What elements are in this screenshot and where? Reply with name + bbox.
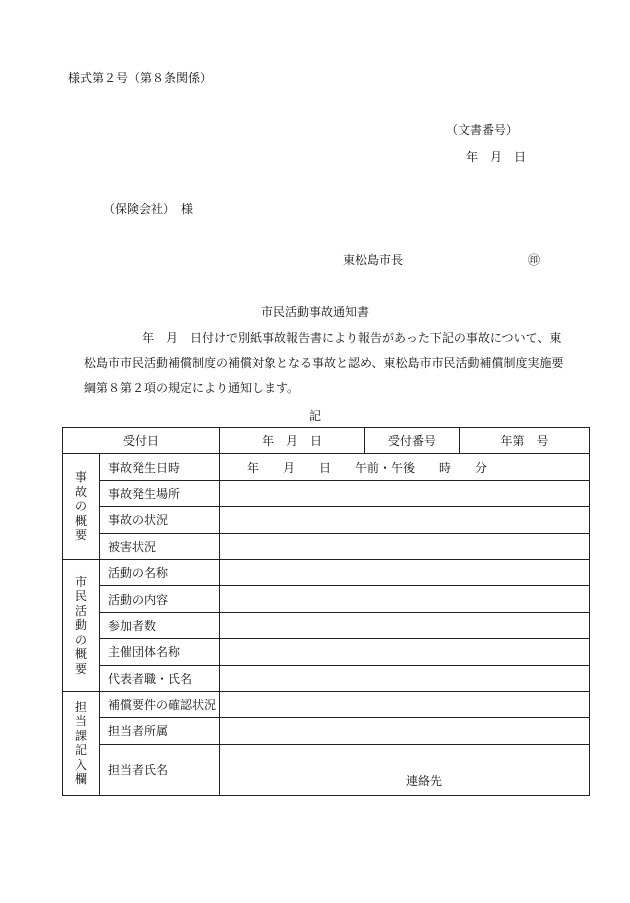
staff-name-field[interactable] bbox=[220, 744, 590, 795]
accident-datetime-field[interactable]: 年 月 日 午前・午後 時 分 bbox=[220, 454, 590, 480]
table-row bbox=[63, 507, 590, 533]
receipt-date-value[interactable]: 年 月 日 bbox=[220, 428, 365, 454]
document-title: 市民活動事故通知書 bbox=[260, 305, 369, 319]
table-row bbox=[63, 744, 590, 795]
contact-label: 連絡先 bbox=[406, 773, 443, 788]
accident-status-label: 事故の状況 bbox=[100, 507, 220, 533]
representative-label: 代表者職・氏名 bbox=[100, 665, 220, 691]
recipient-label: （保険会社） 様 bbox=[103, 202, 194, 216]
document-number-label: （文書番号） bbox=[446, 123, 519, 137]
table-row bbox=[63, 691, 590, 717]
section-label: 市民活動の概要 bbox=[75, 574, 88, 676]
section-accident-summary bbox=[63, 454, 100, 560]
table-row bbox=[63, 639, 590, 665]
participants-label: 参加者数 bbox=[100, 612, 220, 638]
organizer-field[interactable] bbox=[220, 639, 590, 665]
activity-name-field[interactable] bbox=[220, 559, 590, 585]
accident-place-label: 事故発生場所 bbox=[100, 480, 220, 506]
notice-body bbox=[84, 326, 592, 401]
seal-mark: ㊞ bbox=[528, 253, 541, 267]
damage-status-label: 被害状況 bbox=[100, 533, 220, 559]
section-label: 事故の概要 bbox=[75, 470, 88, 543]
notice-form-table bbox=[62, 427, 590, 796]
ki-heading: 記 bbox=[308, 409, 321, 423]
receipt-date-label: 受付日 bbox=[63, 428, 220, 454]
representative-field[interactable] bbox=[220, 665, 590, 691]
activity-content-label: 活動の内容 bbox=[100, 586, 220, 612]
section-staff-entry bbox=[63, 691, 100, 795]
table-row bbox=[63, 718, 590, 744]
table-row bbox=[63, 665, 590, 691]
accident-status-field[interactable] bbox=[220, 507, 590, 533]
participants-field[interactable] bbox=[220, 612, 590, 638]
requirement-check-label: 補償要件の確認状況 bbox=[100, 691, 220, 717]
staff-dept-field[interactable] bbox=[220, 718, 590, 744]
damage-status-field[interactable] bbox=[220, 533, 590, 559]
requirement-check-field[interactable] bbox=[220, 691, 590, 717]
table-row bbox=[63, 533, 590, 559]
accident-datetime-label: 事故発生日時 bbox=[100, 454, 220, 480]
table-row bbox=[63, 612, 590, 638]
table-row bbox=[63, 559, 590, 585]
sender-mayor: 東松島市長 bbox=[343, 253, 404, 267]
staff-name-label: 担当者氏名 bbox=[100, 744, 220, 795]
receipt-number-value[interactable]: 年第 号 bbox=[460, 428, 590, 454]
activity-name-label: 活動の名称 bbox=[100, 559, 220, 585]
body-line: 綱第８第２項の規定により通知します。 bbox=[84, 381, 300, 395]
body-line: 松島市市民活動補償制度の補償対象となる事故と認め、東松島市市民活動補償制度実施要 bbox=[84, 356, 564, 370]
accident-place-field[interactable] bbox=[220, 480, 590, 506]
table-row bbox=[63, 454, 590, 480]
body-line: 年 月 日付けで別紙事故報告書により報告があった下記の事故について、東 bbox=[142, 331, 562, 345]
staff-dept-label: 担当者所属 bbox=[100, 718, 220, 744]
section-label: 担当課記入欄 bbox=[75, 699, 88, 787]
activity-content-field[interactable] bbox=[220, 586, 590, 612]
table-row bbox=[63, 480, 590, 506]
receipt-row bbox=[63, 428, 590, 454]
form-number-label: 様式第２号（第８条関係） bbox=[68, 71, 213, 85]
section-activity-summary bbox=[63, 559, 100, 691]
document-date: 年 月 日 bbox=[466, 150, 527, 164]
receipt-number-label: 受付番号 bbox=[365, 428, 460, 454]
organizer-label: 主催団体名称 bbox=[100, 639, 220, 665]
table-row bbox=[63, 586, 590, 612]
